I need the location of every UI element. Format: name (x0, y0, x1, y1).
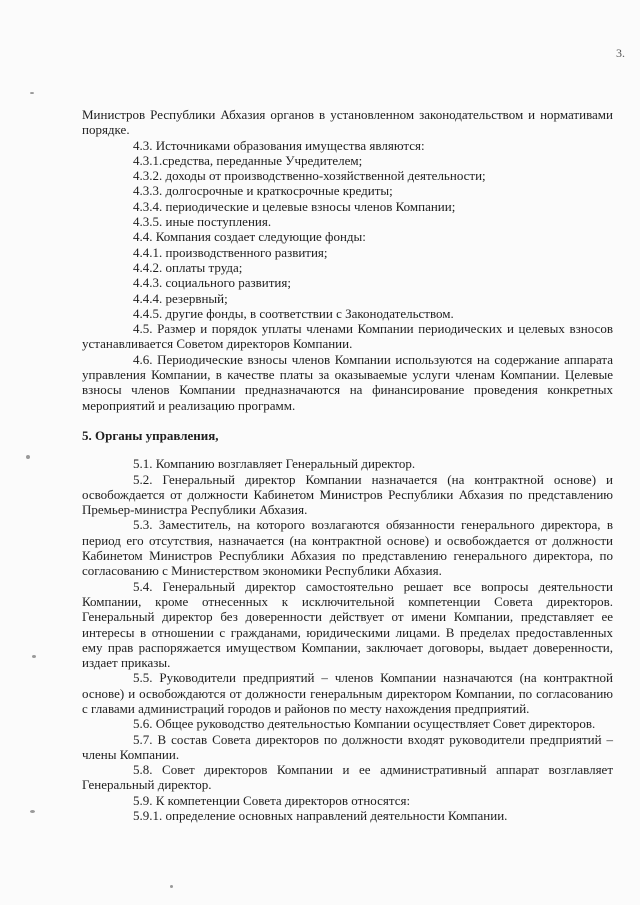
paragraph: Министров Республики Абхазия органов в установленном законодательством и нормативами порядке. (82, 107, 613, 138)
section-heading: 5. Органы управления, (82, 427, 219, 443)
paragraph: 4.4.2. оплаты труда; (133, 259, 243, 275)
paragraph: 4.3.5. иные поступления. (133, 214, 272, 230)
paragraph: 4.3.1.средства, переданные Учредителем; (133, 152, 363, 168)
page-number: 3. (616, 46, 625, 60)
paragraph: 5.6. Общее руководство деятельностью Компании осуществляет Совет директоров. (133, 716, 596, 732)
paragraph: 5.4. Генеральный директор самостоятельно решает все вопросы деятельности Компании, кроме отнесенных к исключительной компетенции Совета директоров. Генеральный директор без доверенности действует от имени Компании, представляет ее интересы в отношении с гражданами, юридическими лицами. В пределах предоставленных ему прав распоряжается имуществом Компании, заключает договоры, выдает доверенности, издает приказы. (82, 578, 613, 671)
paragraph: 5.2. Генеральный директор Компании назначается (на контрактной основе) и освобождается от должности Кабинетом Министров Республики Абхазия по представлению Премьер-министра Республики Абхазия. (82, 471, 613, 518)
paragraph: 5.8. Совет директоров Компании и ее административный аппарат возглавляет Генеральный директор. (82, 762, 613, 793)
scan-speck (30, 810, 35, 813)
scan-speck (32, 655, 36, 658)
paragraph: 5.3. Заместитель, на которого возлагаются обязанности генерального директора, в период его отсутствия, назначается (на контрактной основе) и освобождается от должности Кабинетом Министров Республики Абхазия по представлению генерального директора, по согласованию с Министерством экономики Республики Абхазия. (82, 517, 613, 579)
paragraph: 5.7. В состав Совета директоров по должности входят руководители предприятий – члены Компании. (82, 731, 613, 762)
paragraph: 4.4.3. социального развития; (133, 275, 291, 291)
paragraph: 5.9. К компетенции Совета директоров относятся: (133, 792, 411, 808)
paragraph: 4.3.2. доходы от производственно-хозяйственной деятельности; (133, 168, 486, 184)
scan-speck (30, 92, 34, 94)
paragraph: 4.4.1. производственного развития; (133, 244, 328, 260)
section-5-body (82, 456, 613, 823)
paragraph: 4.3.3. долгосрочные и краткосрочные кредиты; (133, 183, 393, 199)
paragraph: 4.6. Периодические взносы членов Компании используются на содержание аппарата управления Компании, в качестве платы за оказываемые услуги членам Компании. Целевые взносы членов Компании предназначаются на финансирование проведения конкретных мероприятий и реализацию программ. (82, 351, 613, 413)
scan-speck (26, 455, 30, 459)
paragraph: 4.4. Компания создает следующие фонды: (133, 229, 366, 245)
paragraph: 5.5. Руководители предприятий – членов Компании назначаются (на контрактной основе) и освобождаются от должности генеральным директором Компании, по согласованию с главами администраций городов и районов по месту нахождения предприятий. (82, 670, 613, 716)
section-4-continued (82, 107, 613, 413)
paragraph: 5.1. Компанию возглавляет Генеральный директор. (133, 456, 416, 472)
paragraph: 4.4.4. резервный; (133, 290, 228, 306)
paragraph: 4.3. Источниками образования имущества являются: (133, 137, 425, 153)
paragraph: 4.4.5. другие фонды, в соответствии с Законодательством. (133, 305, 454, 321)
document-body (82, 107, 613, 823)
paragraph: 4.3.4. периодические и целевые взносы членов Компании; (133, 198, 456, 214)
paragraph: 4.5. Размер и порядок уплаты членами Компании периодических и целевых взносов устанавливается Советом директоров Компании. (82, 321, 613, 352)
paragraph: 5.9.1. определение основных направлений деятельности Компании. (133, 808, 508, 824)
scan-speck (170, 885, 173, 888)
